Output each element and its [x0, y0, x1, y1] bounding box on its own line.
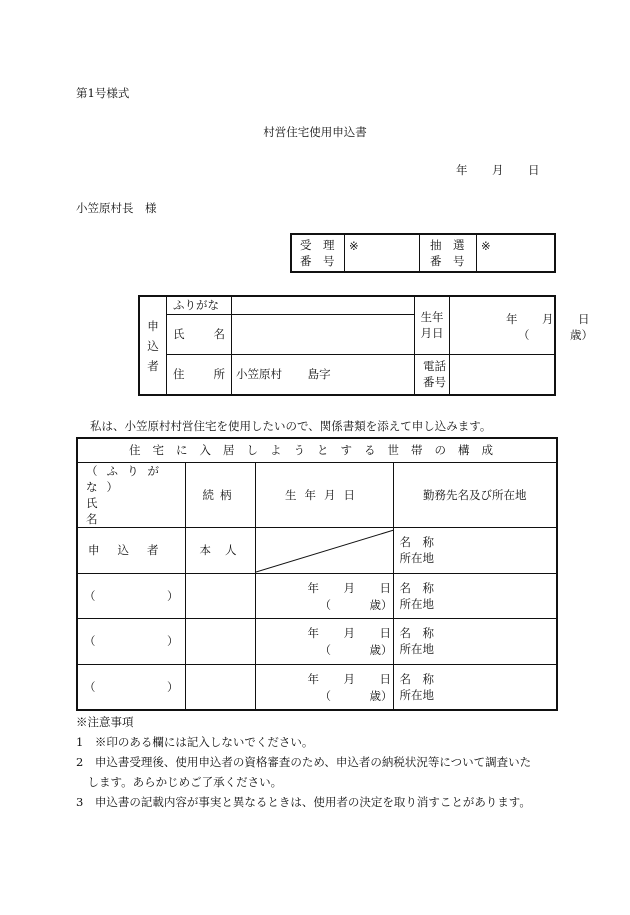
table-row [77, 527, 557, 573]
member-birth-field[interactable]: 年 月 日 （ 歳） [255, 618, 393, 664]
applicant-box [138, 295, 593, 396]
note-item: 3 申込書の記載内容が事実と異なるときは、使用者の決定を取り消すことがあります。 [76, 795, 531, 809]
member-work-field[interactable]: 名 称 所在地 [393, 664, 557, 710]
col-birth-header: 生年月日 [255, 462, 393, 527]
form-title: 村営住宅使用申込書 [263, 125, 367, 139]
name-field[interactable] [232, 314, 415, 354]
note-item: 1 ※印のある欄には記入しないでください。 [76, 735, 314, 749]
member-relation-field[interactable] [185, 573, 255, 618]
furigana-label: ふりがな [167, 296, 232, 314]
phone-label: 電話 番号 [415, 354, 450, 395]
furigana-field[interactable] [232, 296, 415, 314]
col-work-header: 勤務先名及び所在地 [393, 462, 557, 527]
date-day: 日 [528, 163, 540, 177]
household-table [76, 437, 558, 711]
member-relation-field[interactable] [185, 618, 255, 664]
applicant-row-label: 申込者 [77, 527, 185, 573]
birthdate-field[interactable]: 年 月 日 （ 歳） [450, 296, 556, 354]
table-row [77, 618, 557, 664]
member-name-field[interactable]: （ ） [77, 573, 185, 618]
member-birth-field[interactable]: 年 月 日 （ 歳） [255, 664, 393, 710]
form-number: 第1号様式 [76, 86, 130, 100]
household-header: 住宅に入居しようとする世帯の構成 [77, 438, 557, 462]
member-relation-field[interactable] [185, 664, 255, 710]
reception-box [290, 233, 556, 273]
note-item: します。あらかじめご了承ください。 [76, 775, 283, 789]
applicant-relation: 本人 [185, 527, 255, 573]
lottery-number-field: ※ [477, 234, 556, 272]
name-label: 氏 名 [167, 314, 232, 354]
applicant-side-label: 申 込 者 [139, 296, 167, 395]
col-name-header: （ふりがな） 氏名 [77, 462, 185, 527]
notes-section [76, 712, 566, 812]
application-statement: 私は、小笠原村村営住宅を使用したいので、関係書類を添えて申し込みます。 [90, 419, 492, 433]
note-item: 2 申込書受理後、使用申込者の資格審査のため、申込者の納税状況等について調査いた [76, 755, 532, 769]
phone-field[interactable] [450, 354, 556, 395]
birthdate-label: 生年 月日 [415, 296, 450, 354]
date-year: 年 [456, 163, 468, 177]
table-row [77, 664, 557, 710]
table-row [77, 573, 557, 618]
address-field[interactable]: 小笠原村 島字 [232, 354, 415, 395]
date-month: 月 [492, 163, 504, 177]
receipt-number-label: 受 理 番 号 [291, 234, 345, 272]
lottery-number-label: 抽 選 番 号 [420, 234, 477, 272]
notes-heading: ※注意事項 [76, 715, 134, 729]
applicant-work-field[interactable]: 名 称 所在地 [393, 527, 557, 573]
receipt-number-field: ※ [345, 234, 420, 272]
address-label: 住 所 [167, 354, 232, 395]
applicant-birth-disabled [255, 527, 393, 573]
col-relation-header: 続柄 [185, 462, 255, 527]
member-work-field[interactable]: 名 称 所在地 [393, 618, 557, 664]
addressee: 小笠原村長 様 [76, 201, 157, 215]
member-birth-field[interactable]: 年 月 日 （ 歳） [255, 573, 393, 618]
member-work-field[interactable]: 名 称 所在地 [393, 573, 557, 618]
member-name-field[interactable]: （ ） [77, 664, 185, 710]
member-name-field[interactable]: （ ） [77, 618, 185, 664]
diagonal-strike [256, 528, 394, 574]
